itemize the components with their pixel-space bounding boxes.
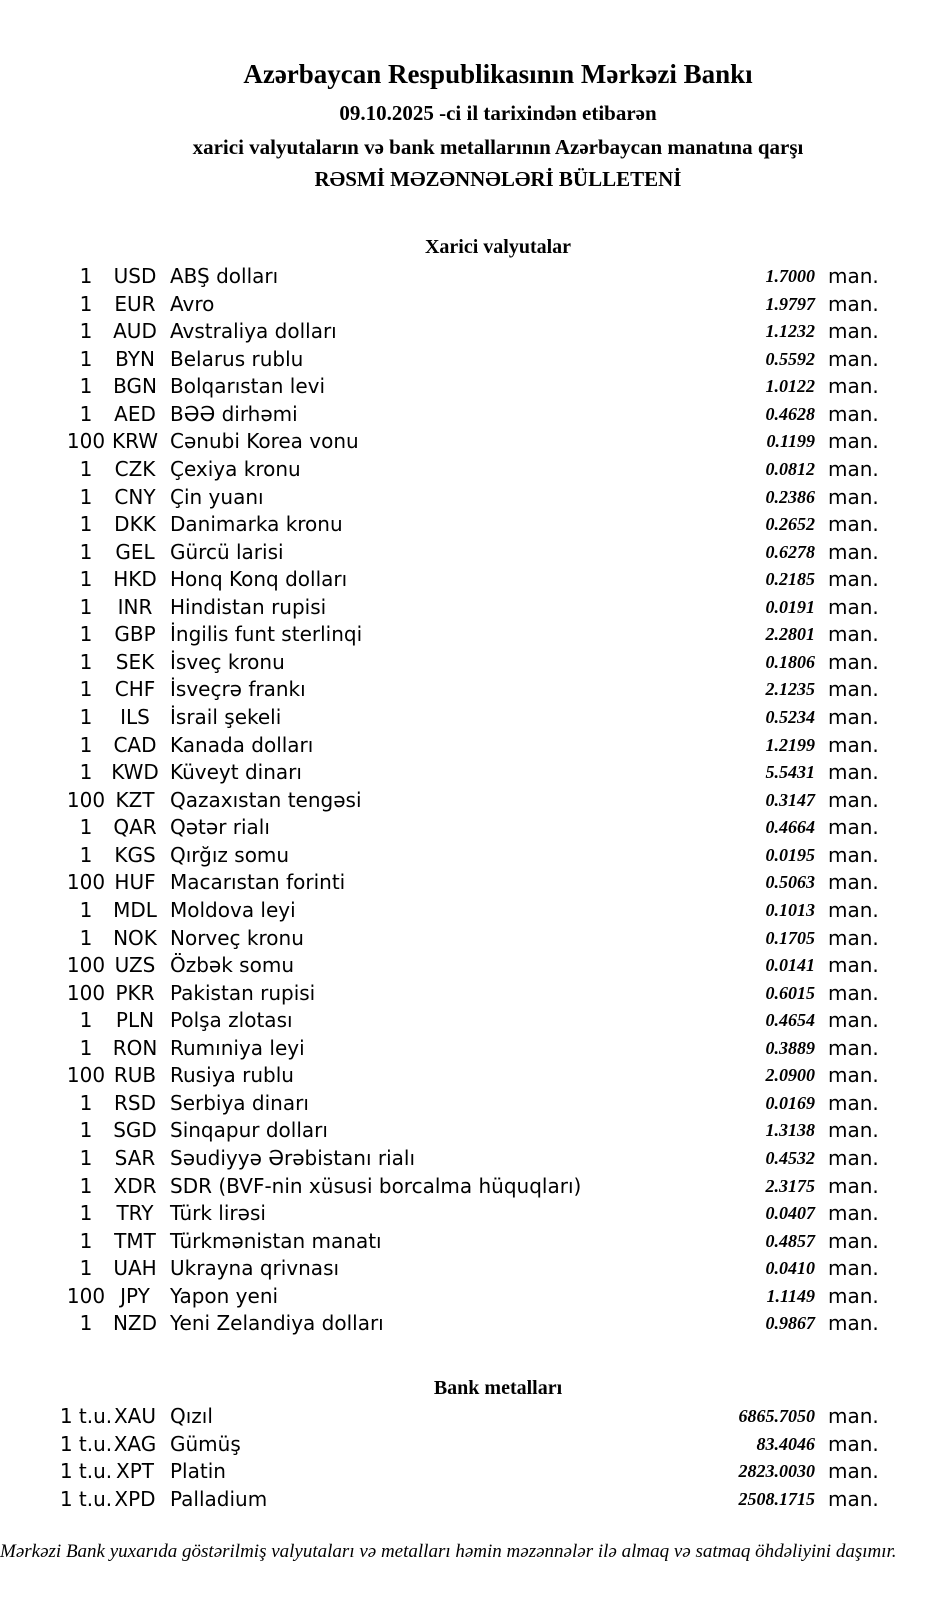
row-currency-code: CZK — [114, 456, 156, 481]
row-currency-code: SAR — [114, 1146, 156, 1170]
currency-row — [0, 1173, 936, 1201]
currency-row — [0, 291, 936, 319]
row-currency-code: KWD — [111, 760, 159, 785]
currency-row — [0, 814, 936, 842]
row-unit-label: man. — [828, 374, 879, 399]
row-currency-name: Yapon yeni — [170, 1283, 279, 1308]
currency-row — [0, 594, 936, 622]
row-currency-code: BYN — [115, 346, 155, 371]
row-rate-value: 0.4532 — [765, 1148, 815, 1168]
row-unit-label: man. — [828, 1486, 879, 1511]
row-currency-name: Yeni Zelandiya dolları — [170, 1311, 384, 1336]
row-unit-label: man. — [828, 622, 879, 647]
row-rate-value: 0.2386 — [765, 486, 815, 507]
metal-rates-table — [0, 1403, 936, 1513]
currency-row — [0, 980, 936, 1008]
row-unit-label: man. — [828, 594, 879, 619]
row-unit-label: man. — [828, 1404, 879, 1428]
row-unit-label: man. — [828, 1228, 879, 1253]
row-unit-label: man. — [828, 1256, 879, 1281]
row-currency-code: CAD — [113, 732, 157, 757]
currency-row — [0, 373, 936, 401]
row-quantity: 1 — [79, 1228, 93, 1253]
row-currency-code: BGN — [113, 374, 157, 399]
row-quantity: 1 t.u. — [59, 1459, 113, 1484]
row-unit-label: man. — [828, 815, 879, 840]
row-currency-name: Pakistan rupisi — [170, 980, 316, 1005]
row-unit-label: man. — [828, 705, 879, 729]
row-rate-value: 1.2199 — [765, 734, 815, 755]
currency-row — [0, 511, 936, 539]
row-currency-name: Rumıniya leyi — [170, 1035, 305, 1060]
row-currency-name: Qızıl — [170, 1404, 213, 1428]
row-quantity: 100 — [66, 787, 106, 812]
row-currency-name: Avstraliya dolları — [170, 319, 337, 344]
row-unit-label: man. — [828, 760, 879, 785]
row-unit-label: man. — [828, 732, 879, 757]
row-quantity: 1 — [79, 1090, 93, 1115]
row-unit-label: man. — [828, 1008, 879, 1033]
row-quantity: 1 — [79, 1118, 93, 1143]
row-rate-value: 0.4654 — [765, 1010, 815, 1031]
row-currency-code: GEL — [115, 539, 155, 564]
row-rate-value: 6865.7050 — [738, 1406, 815, 1426]
row-currency-code: CNY — [114, 484, 156, 509]
row-rate-value: 0.4628 — [765, 403, 815, 424]
row-quantity: 1 — [79, 897, 93, 922]
row-unit-label: man. — [828, 1431, 879, 1456]
row-rate-value: 0.9867 — [765, 1313, 815, 1334]
row-currency-name: Ukrayna qrivnası — [170, 1256, 340, 1281]
row-rate-value: 0.0195 — [765, 844, 815, 865]
row-currency-code: XAG — [113, 1431, 157, 1456]
row-currency-code: GBP — [114, 622, 156, 647]
row-currency-code: QAR — [113, 815, 157, 840]
currency-row — [0, 952, 936, 980]
row-currency-code: NOK — [113, 925, 157, 950]
currency-row — [0, 1090, 936, 1118]
row-rate-value: 0.4664 — [765, 817, 815, 838]
currency-row — [0, 1283, 936, 1311]
row-quantity: 1 — [79, 677, 93, 702]
row-unit-label: man. — [828, 1118, 879, 1143]
row-quantity: 1 — [79, 842, 93, 867]
effective-date-line: 09.10.2025 -ci il tarixindən etibarən — [339, 101, 657, 125]
row-currency-code: UZS — [114, 953, 156, 978]
row-currency-code: PLN — [115, 1008, 155, 1033]
row-unit-label: man. — [828, 649, 879, 674]
currency-row — [0, 897, 936, 925]
row-quantity: 1 — [79, 567, 93, 592]
row-unit-label: man. — [828, 346, 879, 371]
row-rate-value: 1.0122 — [765, 376, 815, 397]
row-currency-name: Hindistan rupisi — [170, 594, 327, 619]
currency-row — [0, 842, 936, 870]
row-rate-value: 83.4046 — [756, 1433, 815, 1454]
row-rate-value: 0.0812 — [765, 458, 815, 479]
row-currency-name: ABŞ dolları — [170, 264, 279, 288]
row-rate-value: 2.3175 — [765, 1175, 815, 1196]
row-currency-name: Türkmənistan manatı — [170, 1228, 382, 1253]
row-quantity: 100 — [66, 429, 106, 454]
row-quantity: 1 — [79, 401, 93, 426]
row-rate-value: 1.1232 — [765, 321, 815, 342]
row-currency-name: Rusiya rublu — [170, 1063, 294, 1088]
row-quantity: 1 t.u. — [59, 1404, 113, 1428]
row-unit-label: man. — [828, 512, 879, 537]
row-currency-code: AED — [114, 401, 156, 426]
metal-row — [0, 1431, 936, 1459]
row-unit-label: man. — [828, 1459, 879, 1484]
row-quantity: 100 — [66, 1063, 106, 1088]
row-currency-name: Çexiya kronu — [170, 456, 301, 481]
row-rate-value: 0.1806 — [765, 651, 815, 672]
row-currency-name: Bolqarıstan levi — [170, 374, 326, 399]
row-currency-code: KZT — [115, 787, 155, 812]
row-rate-value: 5.5431 — [765, 762, 815, 783]
row-currency-name: Gümüş — [170, 1431, 241, 1456]
row-currency-code: XPT — [116, 1459, 154, 1484]
currency-row — [0, 732, 936, 760]
row-currency-name: Polşa zlotası — [170, 1008, 293, 1033]
row-currency-name: Moldova leyi — [170, 897, 296, 922]
row-currency-name: Macarıstan forinti — [170, 870, 346, 895]
row-currency-code: HUF — [114, 870, 156, 895]
row-quantity: 1 — [79, 291, 93, 316]
row-currency-code: NZD — [112, 1311, 158, 1336]
row-quantity: 1 — [79, 732, 93, 757]
row-rate-value: 0.0169 — [765, 1092, 815, 1113]
currency-row — [0, 759, 936, 787]
row-quantity: 1 — [79, 622, 93, 647]
row-rate-value: 0.1013 — [765, 899, 815, 920]
row-rate-value: 0.6015 — [765, 982, 815, 1003]
row-rate-value: 0.5592 — [765, 348, 815, 369]
currency-row — [0, 1200, 936, 1228]
row-quantity: 1 — [79, 760, 93, 785]
row-currency-code: XPD — [114, 1486, 156, 1511]
row-quantity: 100 — [66, 953, 106, 978]
row-currency-code: INR — [117, 594, 153, 619]
row-rate-value: 0.5234 — [765, 707, 815, 727]
row-currency-code: TRY — [116, 1201, 154, 1226]
row-rate-value: 0.6278 — [765, 541, 815, 562]
row-currency-name: İngilis funt sterlinqi — [170, 622, 363, 647]
row-currency-code: PKR — [115, 980, 155, 1005]
row-currency-code: RSD — [114, 1090, 156, 1115]
currency-row — [0, 428, 936, 456]
row-quantity: 1 — [79, 1008, 93, 1033]
currency-row — [0, 1310, 936, 1338]
row-unit-label: man. — [828, 1283, 879, 1308]
row-unit-label: man. — [828, 870, 879, 895]
row-quantity: 1 — [79, 925, 93, 950]
row-quantity: 1 — [79, 319, 93, 344]
currency-row — [0, 401, 936, 429]
row-rate-value: 2823.0030 — [738, 1461, 815, 1482]
row-quantity: 1 — [79, 705, 93, 729]
row-unit-label: man. — [828, 319, 879, 344]
currency-row — [0, 484, 936, 512]
row-rate-value: 2.1235 — [765, 679, 815, 700]
currency-row — [0, 787, 936, 815]
row-currency-name: Qırğız somu — [170, 842, 290, 867]
row-currency-name: Küveyt dinarı — [170, 760, 302, 785]
row-rate-value: 0.1199 — [766, 431, 815, 452]
currency-row — [0, 649, 936, 677]
row-currency-name: Honq Konq dolları — [170, 567, 348, 592]
currency-row — [0, 676, 936, 704]
row-rate-value: 1.1149 — [766, 1285, 815, 1306]
row-currency-name: Özbək somu — [170, 953, 294, 978]
row-unit-label: man. — [828, 953, 879, 978]
row-quantity: 1 — [79, 456, 93, 481]
row-unit-label: man. — [828, 484, 879, 509]
row-currency-code: RUB — [113, 1063, 157, 1088]
row-rate-value: 0.5063 — [765, 872, 815, 893]
row-rate-value: 2.0900 — [765, 1065, 815, 1086]
row-quantity: 1 — [79, 594, 93, 619]
row-currency-code: HKD — [113, 567, 157, 592]
row-unit-label: man. — [828, 1311, 879, 1336]
row-quantity: 1 — [79, 1201, 93, 1226]
currency-row — [0, 1062, 936, 1090]
row-currency-code: EUR — [114, 291, 156, 316]
row-currency-name: İsveç kronu — [170, 649, 285, 674]
row-currency-code: KGS — [114, 842, 156, 867]
currency-row — [0, 456, 936, 484]
currency-row — [0, 621, 936, 649]
row-currency-code: KRW — [112, 429, 158, 454]
row-quantity: 1 — [79, 1256, 93, 1281]
row-unit-label: man. — [828, 456, 879, 481]
row-unit-label: man. — [828, 787, 879, 812]
row-currency-code: MDL — [113, 897, 157, 922]
subtitle-line-1: xarici valyutaların və bank metallarının Azərbaycan manatına qarşı — [192, 135, 804, 159]
row-currency-name: Avro — [170, 291, 215, 316]
row-currency-code: SGD — [113, 1118, 157, 1143]
row-quantity: 1 — [79, 539, 93, 564]
row-quantity: 1 — [79, 1035, 93, 1060]
row-rate-value: 1.9797 — [765, 293, 815, 314]
row-rate-value: 0.3889 — [765, 1037, 815, 1058]
row-quantity: 1 — [79, 1311, 93, 1336]
row-currency-code: JPY — [120, 1283, 150, 1308]
currency-row — [0, 704, 936, 732]
row-rate-value: 2508.1715 — [738, 1488, 815, 1509]
row-quantity: 1 — [79, 512, 93, 537]
row-unit-label: man. — [828, 567, 879, 592]
row-rate-value: 1.7000 — [765, 266, 815, 286]
currency-rates-table — [0, 263, 936, 1338]
row-unit-label: man. — [828, 1201, 879, 1226]
row-quantity: 1 — [79, 1146, 93, 1170]
row-currency-name: Qazaxıstan tengəsi — [170, 787, 362, 812]
row-rate-value: 2.2801 — [765, 624, 815, 645]
row-quantity: 1 t.u. — [59, 1486, 113, 1511]
row-quantity: 1 — [79, 815, 93, 840]
currencies-section-title: Xarici valyutalar — [424, 236, 572, 258]
row-currency-name: Çin yuanı — [170, 484, 264, 509]
row-unit-label: man. — [828, 1090, 879, 1115]
row-currency-name: BƏƏ dirhəmi — [170, 401, 298, 426]
row-unit-label: man. — [828, 925, 879, 950]
currency-row — [0, 346, 936, 374]
row-quantity: 1 t.u. — [59, 1431, 113, 1456]
row-unit-label: man. — [828, 401, 879, 426]
row-quantity: 1 — [79, 1173, 93, 1198]
row-rate-value: 0.2185 — [765, 569, 815, 590]
currency-row — [0, 1035, 936, 1063]
metals-section-title: Bank metalları — [433, 1377, 563, 1399]
row-quantity: 100 — [66, 980, 106, 1005]
row-currency-code: SEK — [115, 649, 155, 674]
row-currency-code: XDR — [113, 1173, 157, 1198]
row-currency-name: Gürcü larisi — [170, 539, 284, 564]
row-currency-name: Platin — [170, 1459, 226, 1484]
row-currency-code: CHF — [114, 677, 156, 702]
row-currency-code: TMT — [114, 1228, 156, 1253]
row-quantity: 1 — [79, 374, 93, 399]
row-rate-value: 1.3138 — [765, 1120, 815, 1141]
row-currency-code: DKK — [114, 512, 156, 537]
row-rate-value: 0.0191 — [765, 596, 815, 617]
row-unit-label: man. — [828, 264, 879, 288]
row-unit-label: man. — [828, 429, 879, 454]
row-rate-value: 0.0141 — [765, 955, 815, 976]
row-currency-code: UAH — [113, 1256, 157, 1281]
row-quantity: 1 — [79, 484, 93, 509]
row-currency-name: Norveç kronu — [170, 925, 304, 950]
row-currency-name: Qətər rialı — [170, 815, 270, 840]
row-unit-label: man. — [828, 1063, 879, 1088]
currency-row — [0, 1117, 936, 1145]
row-unit-label: man. — [828, 1173, 879, 1198]
row-currency-name: Türk lirəsi — [170, 1201, 266, 1226]
row-currency-name: Sinqapur dolları — [170, 1118, 328, 1143]
row-unit-label: man. — [828, 539, 879, 564]
row-quantity: 100 — [66, 870, 106, 895]
currency-row — [0, 1255, 936, 1283]
row-currency-name: Danimarka kronu — [170, 512, 343, 537]
row-rate-value: 0.0410 — [765, 1258, 815, 1279]
page-title: Azərbaycan Respublikasının Mərkəzi Bankı — [243, 59, 753, 89]
currency-row — [0, 1228, 936, 1256]
row-currency-code: USD — [113, 264, 157, 288]
metal-row — [0, 1486, 936, 1514]
row-unit-label: man. — [828, 842, 879, 867]
row-unit-label: man. — [828, 897, 879, 922]
currency-row — [0, 1007, 936, 1035]
row-rate-value: 0.2652 — [765, 514, 815, 535]
row-currency-name: Palladium — [170, 1486, 268, 1511]
currency-row — [0, 539, 936, 567]
row-rate-value: 0.0407 — [765, 1203, 815, 1224]
row-currency-name: Cənubi Korea vonu — [170, 429, 359, 454]
row-quantity: 100 — [66, 1283, 106, 1308]
row-currency-name: İsveçrə frankı — [170, 677, 306, 702]
row-currency-code: AUD — [113, 319, 157, 344]
row-currency-name: SDR (BVF-nin xüsusi borcalma hüquqları) — [170, 1173, 582, 1198]
row-currency-code: RON — [112, 1035, 158, 1060]
currency-row — [0, 566, 936, 594]
currency-row — [0, 1145, 936, 1173]
currency-row — [0, 318, 936, 346]
row-quantity: 1 — [79, 649, 93, 674]
row-rate-value: 0.3147 — [765, 789, 815, 810]
row-quantity: 1 — [79, 264, 93, 288]
row-currency-code: XAU — [113, 1404, 157, 1428]
row-rate-value: 0.4857 — [765, 1230, 815, 1251]
currency-row — [0, 869, 936, 897]
subtitle-line-2: RƏSMİ MƏZƏNNƏLƏRİ BÜLLETENİ — [314, 167, 682, 191]
disclaimer-note: Mərkəzi Bank yuxarıda göstərilmiş valyutaları və metalları həmin məzənnələr ilə almaq və satmaq öhdəliyini daşımır. — [0, 1541, 897, 1562]
row-unit-label: man. — [828, 1146, 879, 1170]
row-currency-name: Səudiyyə Ərəbistanı rialı — [170, 1146, 416, 1170]
metal-row — [0, 1403, 936, 1431]
currency-row — [0, 925, 936, 953]
row-currency-name: Belarus rublu — [170, 346, 304, 371]
row-unit-label: man. — [828, 677, 879, 702]
row-quantity: 1 — [79, 346, 93, 371]
row-currency-name: Kanada dolları — [170, 732, 314, 757]
row-unit-label: man. — [828, 291, 879, 316]
row-unit-label: man. — [828, 1035, 879, 1060]
row-currency-name: İsrail şekeli — [170, 705, 282, 729]
row-currency-code: ILS — [120, 705, 150, 729]
row-rate-value: 0.1705 — [765, 927, 815, 948]
row-unit-label: man. — [828, 980, 879, 1005]
row-currency-name: Serbiya dinarı — [170, 1090, 309, 1115]
metal-row — [0, 1458, 936, 1486]
currency-row — [0, 263, 936, 291]
